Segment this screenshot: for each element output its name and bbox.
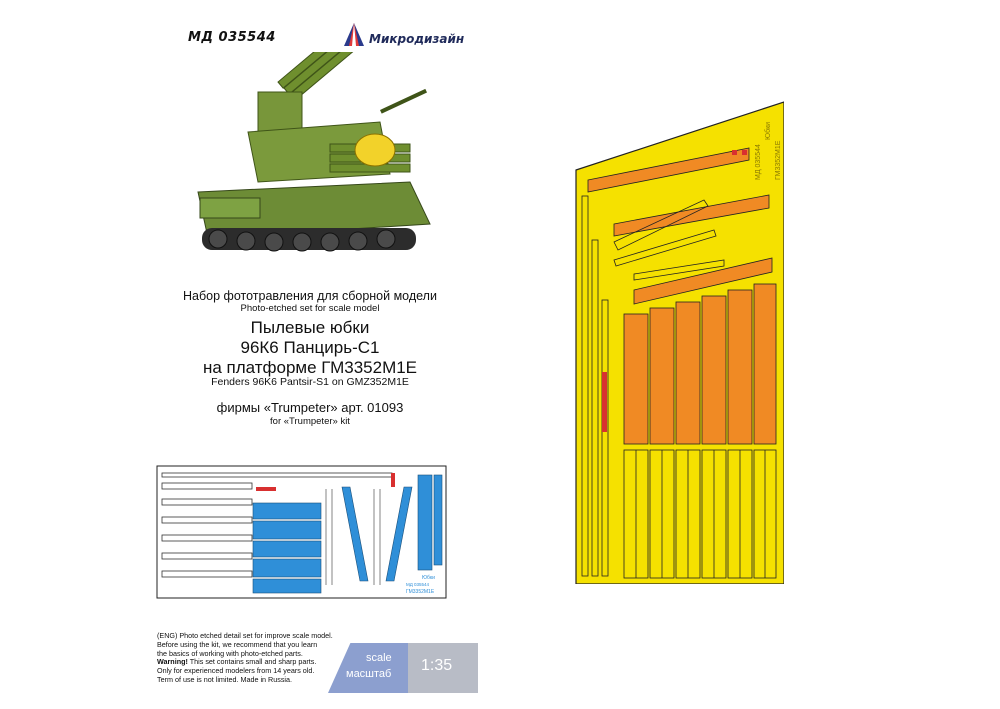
usage-notes (157, 632, 357, 685)
big-sheet-text2: ГМ3352М1Е (775, 140, 782, 180)
fret-sheet-color (574, 100, 784, 584)
set-title-ru: Набор фототравления для сборной модели (183, 289, 437, 303)
note-line-6: Term of use is not limited. Made in Russia. (157, 674, 293, 684)
big-sheet-text3: МД 035544 (755, 144, 762, 180)
product-title-line1: Пылевые юбки (250, 318, 370, 337)
product-title-line2: 96К6 Панцирь-С1 (240, 338, 380, 357)
product-title-en: Fenders 96K6 Pantsir-S1 on GMZ352M1E (211, 376, 409, 388)
set-title-en: Photo-etched set for scale model (240, 303, 380, 314)
scale-badge (328, 643, 478, 693)
note-line-4: This set contains small and sharp parts. (187, 657, 317, 667)
note-line-2: Before using the kit, we recommend that you learn (157, 639, 318, 649)
small-sheet-text2: ГМ3352М1Е (406, 589, 435, 595)
vehicle-image (180, 52, 440, 274)
small-sheet-text1: Юбки (422, 575, 435, 581)
product-title-line3: на платформе ГМ3352М1Е (202, 358, 418, 377)
scale-label-ru: масштаб (346, 668, 392, 680)
kit-reference-ru: фирмы «Trumpeter» арт. 01093 (216, 400, 404, 415)
brand-name: Микродизайн (369, 32, 465, 46)
brand (343, 22, 464, 48)
warning-label: Warning! (157, 657, 188, 667)
big-sheet-text1: Юбки (765, 121, 772, 140)
product-code: МД 035544 (188, 30, 276, 45)
fret-diagram-small (156, 465, 447, 599)
note-line-3: the basics of working with photo-etched parts. (157, 648, 303, 658)
triangle-logo-icon (343, 22, 365, 48)
note-line-1: (ENG) Photo etched detail set for improve scale model. (157, 631, 333, 640)
scale-value: 1:35 (421, 657, 453, 674)
note-line-5: Only for experienced modelers from 14 years old. (157, 666, 315, 676)
small-sheet-text3: МД 035544 (406, 582, 430, 587)
scale-label-en: scale (366, 652, 392, 664)
kit-reference-en: for «Trumpeter» kit (270, 416, 350, 427)
